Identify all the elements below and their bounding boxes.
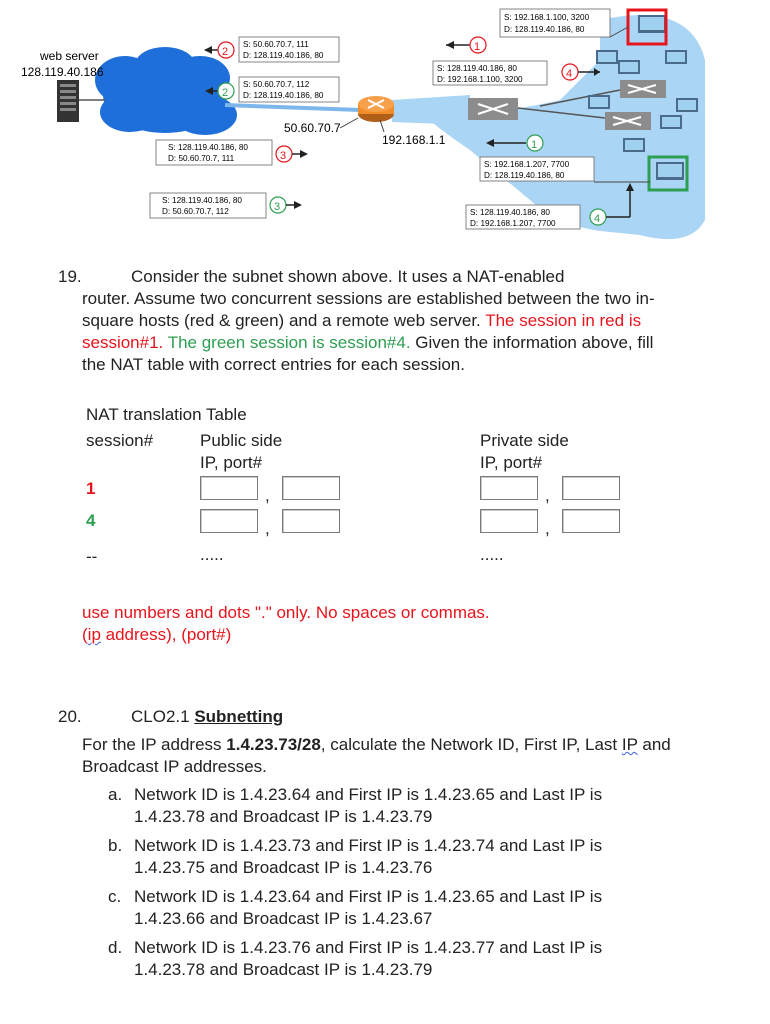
nat-table-title: NAT translation Table — [86, 405, 247, 424]
prompt-ip-word: IP — [621, 735, 638, 754]
packet-text: S: 128.119.40.186, 80 — [168, 143, 248, 152]
router-public-ip: 50.60.70.7 — [284, 121, 341, 135]
prompt-ip: 1.4.23.73/28 — [226, 735, 321, 754]
packet-text: D: 128.119.40.186, 80 — [484, 171, 565, 180]
question-19-text: square hosts (red & green) and a remote web server. — [82, 311, 481, 330]
option-label: b. — [108, 836, 123, 855]
option-text: Network ID is 1.4.23.64 and First IP is 1.4.23.65 and Last IP is — [134, 887, 603, 906]
option-text: Network ID is 1.4.23.76 and First IP is 1.4.23.77 and Last IP is — [134, 938, 603, 957]
option-label: d. — [108, 938, 123, 957]
switch-bottom-icon — [605, 112, 651, 130]
question-19-text: Given the information above, fill — [415, 333, 654, 352]
packet-text: D: 192.168.1.100, 3200 — [437, 75, 523, 84]
step-number: 4 — [594, 213, 601, 225]
question-20-prompt — [82, 734, 671, 756]
row-session-1: 1 — [86, 479, 96, 498]
packet-text: S: 192.168.1.207, 7700 — [484, 160, 570, 169]
question-19-line3 — [82, 310, 641, 332]
instruction-line2 — [82, 624, 231, 646]
lan-link-band — [392, 95, 470, 125]
instruction-line1: use numbers and dots "." only. No spaces or commas. — [82, 603, 490, 622]
packet-server-reply-red — [156, 140, 308, 165]
row1-public-ip-input[interactable] — [200, 476, 258, 500]
col-private-subheader: IP, port# — [480, 453, 543, 472]
option-a[interactable] — [108, 784, 728, 828]
step-number: 1 — [474, 41, 481, 53]
row4-public-ip-input[interactable] — [200, 509, 258, 533]
question-20-number: 20. — [58, 707, 82, 726]
packet-text: S: 50.60.70.7, 112 — [243, 80, 310, 89]
session-red-note: The session in red is — [485, 311, 642, 330]
step-number: 4 — [566, 68, 573, 80]
session-green-note: The green session is session#4. — [167, 333, 411, 352]
prompt-text: , calculate the Network ID, First IP, Last — [320, 735, 622, 754]
col-session-header: session# — [86, 431, 154, 450]
row4-public-port-input[interactable] — [282, 509, 340, 533]
instruction-text: ( — [82, 625, 88, 644]
step-1-red-marker — [446, 37, 486, 53]
private-dots: ..... — [480, 545, 504, 564]
col-private-header: Private side — [480, 431, 569, 450]
web-server-ip: 128.119.40.186 — [21, 65, 104, 79]
option-text: Network ID is 1.4.23.73 and First IP is 1.4.23.74 and Last IP is — [134, 836, 603, 855]
packet-server-reply-green — [150, 193, 302, 218]
packet-text: S: 128.119.40.186, 80 — [470, 208, 550, 217]
clo-label: CLO2.1 — [131, 707, 190, 726]
question-20-prompt-line2: Broadcast IP addresses. — [82, 757, 267, 776]
option-text: 1.4.23.78 and Broadcast IP is 1.4.23.79 — [134, 807, 433, 826]
comma: , — [265, 486, 270, 505]
row1-private-port-input[interactable] — [562, 476, 620, 500]
packet-text: S: 128.119.40.186, 80 — [437, 64, 517, 73]
packet-text: S: 50.60.70.7, 111 — [243, 40, 309, 49]
public-dots: ..... — [200, 545, 224, 564]
session-red-note-cont: session#1. — [82, 333, 164, 352]
row4-private-port-input[interactable] — [562, 509, 620, 533]
question-19-line4 — [82, 332, 653, 354]
router-private-ip: 192.168.1.1 — [382, 133, 446, 147]
row1-private-ip-input[interactable] — [480, 476, 538, 500]
col-public-header: Public side — [200, 431, 283, 450]
packet-text: D: 128.119.40.186, 80 — [504, 25, 585, 34]
option-text: 1.4.23.78 and Broadcast IP is 1.4.23.79 — [134, 960, 433, 979]
prompt-text: and — [637, 735, 671, 754]
packet-text: D: 50.60.70.7, 111 — [168, 154, 235, 163]
packet-text: D: 50.60.70.7, 112 — [162, 207, 229, 216]
option-label: c. — [108, 887, 122, 906]
option-b[interactable] — [108, 835, 728, 879]
topic-label: Subnetting — [194, 707, 284, 726]
comma: , — [545, 519, 550, 538]
row-session-more: -- — [86, 547, 98, 566]
nat-router-icon — [358, 96, 394, 122]
packet-red-incoming — [433, 61, 600, 85]
question-19-number: 19. — [58, 267, 82, 286]
web-server-label: web server — [40, 49, 99, 63]
step-number: 3 — [280, 150, 287, 162]
packet-text: S: 192.168.1.100, 3200 — [504, 13, 590, 22]
option-text: 1.4.23.75 and Broadcast IP is 1.4.23.76 — [134, 858, 433, 877]
internet-link — [225, 105, 360, 110]
packet-text: D: 128.119.40.186, 80 — [243, 91, 324, 100]
step-number: 2 — [222, 46, 229, 58]
packet-text: D: 192.168.1.207, 7700 — [470, 219, 556, 228]
prompt-text: For the IP address — [82, 735, 227, 754]
step-number: 1 — [531, 139, 538, 151]
option-label: a. — [108, 785, 123, 804]
option-text: Network ID is 1.4.23.64 and First IP is 1.4.23.65 and Last IP is — [134, 785, 603, 804]
comma: , — [545, 486, 550, 505]
question-20-heading — [131, 706, 283, 728]
packet-text: S: 128.119.40.186, 80 — [162, 196, 242, 205]
row1-public-port-input[interactable] — [282, 476, 340, 500]
col-public-subheader: IP, port# — [200, 453, 263, 472]
row4-private-ip-input[interactable] — [480, 509, 538, 533]
option-c[interactable] — [108, 886, 728, 930]
question-19-line5: the NAT table with correct entries for each session. — [82, 355, 465, 374]
question-19-line2: router. Assume two concurrent sessions are established between the two in- — [82, 289, 655, 308]
option-d[interactable] — [108, 937, 728, 981]
row-session-4: 4 — [86, 511, 96, 530]
nat-network-diagram — [0, 0, 770, 245]
packet-red-outgoing — [500, 9, 628, 37]
comma: , — [265, 519, 270, 538]
step-number: 2 — [222, 87, 229, 99]
instruction-ip-word: ip — [87, 625, 101, 644]
packet-nat-translated-red — [204, 37, 339, 62]
step-number: 3 — [274, 201, 281, 213]
switch-top-icon — [620, 80, 666, 98]
switch-main-icon — [468, 98, 518, 120]
instruction-text: address), (port#) — [100, 625, 232, 644]
packet-text: D: 128.119.40.186, 80 — [243, 51, 324, 60]
option-text: 1.4.23.66 and Broadcast IP is 1.4.23.67 — [134, 909, 433, 928]
question-19-line1: Consider the subnet shown above. It uses a NAT-enabled — [131, 267, 565, 286]
